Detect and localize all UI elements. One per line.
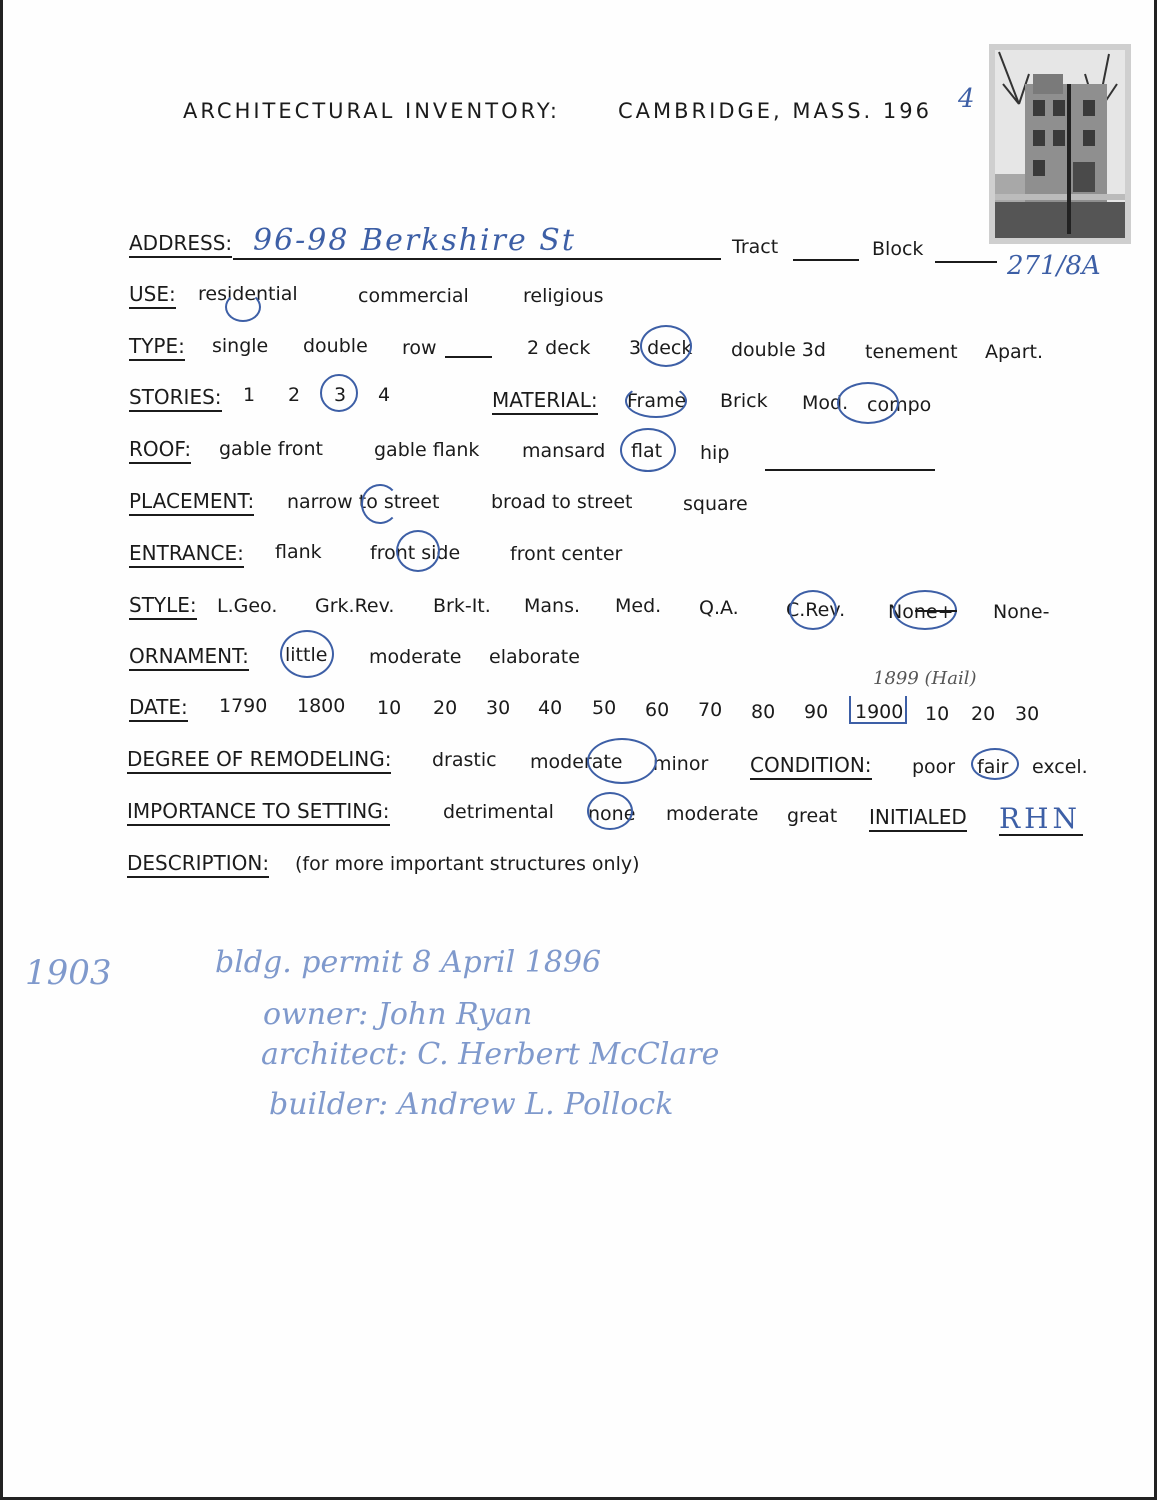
type-option-tenement: tenement xyxy=(865,341,958,363)
date-70: 70 xyxy=(698,699,723,721)
style-option-lgeo: L.Geo. xyxy=(217,595,278,617)
remodeling-option-moderate: moderate xyxy=(530,751,623,773)
placement-selected-mark xyxy=(361,484,399,524)
date-50: 50 xyxy=(592,697,617,719)
roof-option-gable-front: gable front xyxy=(219,438,323,460)
placement-option-broad: broad to street xyxy=(491,491,633,513)
ornament-option-little: little xyxy=(285,644,328,666)
date-handwritten-note: 1899 (Hail) xyxy=(873,668,977,689)
date-20: 20 xyxy=(433,697,458,719)
roof-option-mansard: mansard xyxy=(522,440,606,462)
stories-selected-mark xyxy=(320,374,358,412)
initialed-label: INITIALED xyxy=(869,807,967,832)
roof-label: ROOF: xyxy=(129,439,191,464)
use-label: USE: xyxy=(129,284,176,309)
type-label: TYPE: xyxy=(129,336,185,361)
tract-label: Tract xyxy=(732,236,779,258)
roof-selected-mark xyxy=(620,428,676,472)
initialed-line xyxy=(999,834,1083,836)
remodeling-selected-mark xyxy=(587,738,657,784)
date-20-b: 20 xyxy=(971,703,996,725)
date-1900: 1900 xyxy=(855,701,904,723)
tract-line xyxy=(793,259,859,261)
type-option-2-deck: 2 deck xyxy=(527,337,591,359)
material-option-mod: Mod. xyxy=(802,392,849,414)
date-10: 10 xyxy=(377,697,402,719)
style-option-med: Med. xyxy=(615,595,662,617)
margin-year-note: 1903 xyxy=(25,953,112,993)
style-option-mans: Mans. xyxy=(524,595,581,617)
style-option-none-plus: None+ xyxy=(888,601,954,623)
entrance-label: ENTRANCE: xyxy=(129,543,244,568)
block-label: Block xyxy=(872,238,924,260)
material-compo-mark xyxy=(837,382,899,424)
roof-option-flat: flat xyxy=(631,440,663,462)
stories-option-2: 2 xyxy=(288,384,301,406)
material-option-compo: compo xyxy=(867,394,932,416)
style-option-none-minus: None- xyxy=(993,601,1050,623)
style-option-brkit: Brk-It. xyxy=(433,595,491,617)
entrance-option-front-side: front side xyxy=(370,542,461,564)
entrance-option-front-center: front center xyxy=(510,543,623,565)
style-option-crev: C.Rev. xyxy=(786,599,846,621)
material-frame-mark xyxy=(625,384,687,418)
type-option-double: double xyxy=(303,335,368,357)
date-selected-mark xyxy=(849,696,907,724)
placement-option-square: square xyxy=(683,493,748,515)
description-note: (for more important structures only) xyxy=(295,853,640,875)
condition-option-excel: excel. xyxy=(1032,756,1088,778)
date-label: DATE: xyxy=(129,697,188,722)
placement-option-narrow: narrow to street xyxy=(287,491,440,513)
ornament-option-moderate: moderate xyxy=(369,646,462,668)
stories-label: STORIES: xyxy=(129,387,222,412)
use-option-residential: residential xyxy=(198,283,298,305)
note-permit: bldg. permit 8 April 1896 xyxy=(215,945,602,980)
date-80: 80 xyxy=(751,701,776,723)
use-option-commercial: commercial xyxy=(358,285,469,307)
condition-selected-mark xyxy=(971,748,1019,780)
entrance-option-flank: flank xyxy=(275,541,322,563)
type-blank-line xyxy=(445,356,492,358)
condition-option-fair: fair xyxy=(977,756,1009,778)
ornament-selected-mark xyxy=(280,630,334,678)
roof-blank-line xyxy=(765,469,935,471)
style-none-plus-strike xyxy=(915,610,957,612)
date-1790: 1790 xyxy=(219,695,268,717)
stories-option-1: 1 xyxy=(243,384,256,406)
entrance-selected-mark xyxy=(396,530,440,572)
date-30-b: 30 xyxy=(1015,703,1040,725)
date-30: 30 xyxy=(486,697,511,719)
style-option-grkrev: Grk.Rev. xyxy=(315,595,395,617)
date-40: 40 xyxy=(538,697,563,719)
type-option-single: single xyxy=(212,335,269,357)
importance-option-moderate: moderate xyxy=(666,803,759,825)
date-90: 90 xyxy=(804,701,829,723)
material-option-frame: Frame xyxy=(627,390,687,412)
description-label: DESCRIPTION: xyxy=(127,853,269,878)
use-option-religious: religious xyxy=(523,285,604,307)
condition-option-poor: poor xyxy=(912,756,956,778)
date-10-b: 10 xyxy=(925,703,950,725)
importance-option-detrimental: detrimental xyxy=(443,801,554,823)
type-option-apart: Apart. xyxy=(985,341,1044,363)
importance-option-great: great xyxy=(787,805,838,827)
importance-label: IMPORTANCE TO SETTING: xyxy=(127,801,390,826)
importance-selected-mark xyxy=(587,792,636,830)
address-label: ADDRESS: xyxy=(129,233,232,258)
remodeling-label: DEGREE OF REMODELING: xyxy=(127,749,391,774)
type-option-row: row xyxy=(402,337,437,359)
note-builder: builder: Andrew L. Pollock xyxy=(269,1087,674,1122)
ornament-label: ORNAMENT: xyxy=(129,646,249,671)
year-digit: 4 xyxy=(958,84,975,114)
use-selected-mark xyxy=(225,292,261,322)
roof-option-hip: hip xyxy=(700,442,730,464)
address-line xyxy=(233,258,721,260)
condition-label: CONDITION: xyxy=(750,755,872,780)
placement-label: PLACEMENT: xyxy=(129,491,254,516)
building-photo xyxy=(989,44,1131,244)
material-label: MATERIAL: xyxy=(492,390,598,415)
block-line xyxy=(935,261,997,263)
type-option-double-3d: double 3d xyxy=(731,339,826,361)
stories-option-4: 4 xyxy=(378,384,391,406)
initialed-value: RHN xyxy=(999,802,1081,835)
block-value: 271/8A xyxy=(1007,251,1101,281)
ornament-option-elaborate: elaborate xyxy=(489,646,580,668)
note-owner: owner: John Ryan xyxy=(263,997,533,1032)
roof-option-gable-flank: gable flank xyxy=(374,439,480,461)
date-60: 60 xyxy=(645,699,670,721)
remodeling-option-minor: minor xyxy=(653,753,709,775)
date-1800: 1800 xyxy=(297,695,346,717)
form-title: ARCHITECTURAL INVENTORY: xyxy=(183,99,560,123)
address-value: 96-98 Berkshire St xyxy=(253,223,576,258)
remodeling-option-drastic: drastic xyxy=(432,749,497,771)
style-option-qa: Q.A. xyxy=(699,597,739,619)
importance-option-none: none xyxy=(588,803,636,825)
stories-option-3: 3 xyxy=(334,384,347,406)
form-location: CAMBRIDGE, MASS. 196 xyxy=(618,99,932,123)
note-architect: architect: C. Herbert McClare xyxy=(261,1037,720,1072)
type-selected-mark xyxy=(640,325,692,367)
type-option-3-deck: 3 deck xyxy=(629,337,693,359)
style-label: STYLE: xyxy=(129,595,197,620)
material-option-brick: Brick xyxy=(720,390,768,412)
style-crev-mark xyxy=(789,590,837,630)
